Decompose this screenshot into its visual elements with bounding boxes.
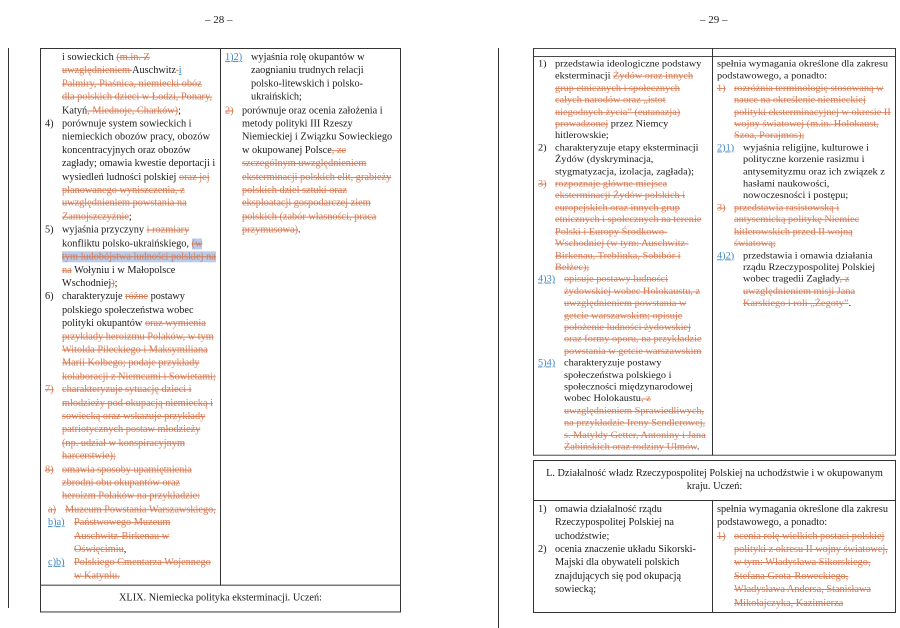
list-item-number: 1)	[538, 59, 547, 70]
list-item-text	[62, 224, 216, 290]
text-run: charakteryzuje	[62, 291, 126, 303]
list-item	[45, 290, 216, 383]
list-item-text	[62, 117, 216, 223]
list-item-number: a)	[48, 504, 56, 516]
list-item-number	[45, 51, 62, 117]
deleted-text: , z uwzględnieniem misji Jana Karskiego i roli „Żegoty”	[743, 274, 856, 309]
list-item	[225, 51, 396, 104]
list-item-number: 7)	[45, 384, 54, 396]
section-heading-xlix: XLIX. Niemiecka polityka eksterminacji. Uczeń:	[41, 585, 401, 611]
list-item-text	[734, 530, 891, 610]
text-run: wyjaśnia rolę okupantów w zaognianiu trudnych relacji polsko-litewskich i polsko-ukraińskich;	[251, 51, 365, 103]
list-item-text	[743, 142, 891, 202]
list-item-text	[555, 543, 708, 597]
section-l-col-basic	[534, 500, 713, 612]
list-item-number: b)a)	[48, 517, 65, 529]
deleted-text: charakteryzuje sytuację dzieci i młodzieży pod okupacją niemiecką i sowiecką	[62, 384, 213, 422]
table-header-spacer	[713, 48, 896, 56]
deleted-text: różne	[125, 291, 149, 303]
text-run: wyjaśnia przyczyny	[62, 224, 147, 236]
list-item	[538, 274, 708, 358]
deleted-text: oraz jej planowanego wyniszczenia, z uwzględnieniem powstania na Zamojszczyźnie	[62, 171, 210, 223]
text-run: Auschwitz	[132, 65, 177, 77]
deleted-text: Palmiry, Piaśnica, niemiecki obóz dla polskich dzieci w Łodzi, Ponary,	[62, 78, 213, 103]
left-col-extended	[221, 48, 401, 585]
text-run: i sowieckich	[62, 51, 117, 63]
list-item-number: 3)	[538, 179, 547, 189]
deleted-text: , Miednoje, Charków)	[87, 105, 179, 117]
list-item	[45, 556, 216, 583]
list-item	[45, 51, 216, 117]
list-item-number: c)b)	[48, 557, 65, 569]
section-l-col-extended	[713, 500, 896, 612]
deleted-text: (w tym ludobójstwa ludności polskiej na	[62, 238, 216, 263]
left-col-basic	[41, 48, 221, 585]
list-item-text	[62, 463, 216, 503]
list-item-number: 1)	[717, 530, 726, 542]
list-item	[717, 530, 891, 610]
list-item	[538, 142, 708, 178]
text-run: Wołyniu i w Małopolsce Wschodniej	[62, 264, 176, 289]
text-run: ocenia znaczenie układu Sikorski-Majski dla obywateli polskich znajdujących się pod okupacją sowiecką;	[555, 544, 696, 596]
text-run: konfliktu polsko-ukraińskiego,	[62, 238, 192, 250]
deleted-text: ocenia rolę wielkich postaci polskiej polityki z okresu II wojny światowej, w tym: Władysława Sikorskiego, Stefana Grota-Roweckiego, Władysława Andersa, Stanisława Mikołajczyka, Kazimierza	[734, 530, 888, 609]
deleted-text: oraz wskazuje przykłady patriotycznych postaw młodzieży (np. udział w konspiracyjnym harcerstwie);	[62, 411, 206, 462]
list-item-text	[65, 503, 216, 516]
deleted-text: na	[62, 264, 72, 276]
list-item-text	[734, 83, 891, 143]
text-run: przez Niemcy hitlerowskie;	[555, 119, 669, 142]
deleted-text: Państwowego Muzeum Auschwitz-Birkenau w Oświęcimiu	[74, 517, 171, 555]
text-run: postawy polskiego społeczeństwa wobec polityki okupantów	[62, 291, 194, 329]
list-item	[538, 59, 708, 143]
text-run: przedstawia i omawia działania rządu Rzeczypospolitej Polskiej wobec tragedii Zagłady	[743, 250, 876, 285]
list-item-text	[74, 556, 216, 583]
section-heading-l: L. Działalność władz Rzeczypospolitej Polskiej na uchodźstwie i w okupowanym kraju. Uczeń:	[534, 461, 896, 501]
list-item	[538, 503, 708, 543]
deleted-text: , z uwzględnieniem Sprawiedliwych, na przykładzie Ireny Sendlerowej, s. Matyldy Getter, Antoniny i Jana Żabińskich oraz rodziny Ulmów	[564, 394, 706, 453]
deleted-text: rozpoznaje główne miejsca eksterminacji Żydów polskich i europejskich oraz innych grup etnicznych i społecznych na terenie Polski i Europy Środkowo-Wschodniej (w tym: Auschwitz-Birkenau, Treblinka, Sobibór i Bełżec);	[555, 179, 702, 273]
list-item-text	[74, 516, 216, 556]
text-run: ,	[123, 544, 127, 555]
list-item-text	[555, 178, 708, 274]
list-item-text	[743, 250, 891, 310]
list-item-text	[555, 142, 708, 178]
list-item-text	[564, 274, 708, 358]
text-run: .	[298, 224, 301, 236]
text-run: omawia działalność rządu Rzeczypospolitej Polskiej na uchodźstwie;	[555, 503, 674, 542]
list-item-number: 4)	[45, 118, 54, 130]
list-item-text	[242, 104, 396, 237]
list-item	[45, 516, 216, 556]
list-item-text	[62, 51, 216, 117]
list-item-text	[555, 59, 708, 143]
list-item	[717, 142, 891, 202]
deleted-text: rozróżnia terminologię stosowaną w nauce na określenie niemieckiej polityki eksterminacyjnej w okresie II wojny światowej (m.in. Holokaust, Szoa, Porajmos);	[734, 83, 891, 142]
list-item-text	[251, 51, 396, 104]
list-item	[538, 178, 708, 274]
list-item	[717, 202, 891, 250]
list-item-number: 4)3)	[538, 274, 556, 285]
deleted-text: omawia sposoby upamiętnienia zbrodni obu okupantów oraz heroizm Polaków na przykładzie:	[62, 464, 201, 502]
right-page-table-top	[533, 48, 896, 456]
list-item-text	[62, 290, 216, 383]
right-col-extended	[713, 56, 896, 455]
list-item-number: 2)1)	[717, 143, 735, 154]
list-item	[717, 250, 891, 310]
list-item-number: 2)	[538, 544, 547, 556]
list-item	[45, 503, 216, 516]
page-number-left: – 28 –	[205, 14, 233, 26]
list-item-text	[62, 383, 216, 463]
deleted-text: Muzeum Powstania Warszawskiego,	[65, 504, 216, 516]
text-run: porównuje oraz ocenia założenia i metody polityki III Rzeszy Niemieckiej i Związku Sowieckiego w okupowanej Polsce	[242, 105, 393, 156]
inserted-text: i	[178, 65, 182, 77]
list-item-number: 6)	[45, 291, 54, 303]
list-item-text	[734, 202, 891, 250]
list-item	[45, 383, 216, 463]
list-item-number: 1)2)	[225, 51, 243, 63]
text-run: ;	[114, 278, 118, 289]
deleted-text: Żydów oraz innych grup etnicznych i społecznych całych narodów oraz „istot niegodnych życia” (eutanazja) prowadzonej	[555, 71, 694, 130]
text-run: .	[696, 442, 700, 453]
revision-bar	[8, 48, 9, 608]
deleted-text: opisuje postawy ludności żydowskiej wobec Holokaustu, z uwzględnieniem powstania w getcie warszawskim; opisuje położenie ludności żydowskiej oraz formy oporu, na przykładzie powstania w getcie warszawskim	[564, 274, 702, 357]
list-item	[45, 117, 216, 223]
table-header-spacer	[534, 48, 713, 56]
page-number-right: – 29 –	[700, 14, 728, 26]
list-item	[538, 358, 708, 454]
extended-intro: spełnia wymagania określone dla zakresu podstawowego, a ponadto:	[717, 503, 888, 529]
list-item	[225, 104, 396, 237]
list-item	[45, 463, 216, 503]
text-run: porównuje system sowieckich i niemieckich obozów pracy, obozów koncentracyjnych oraz obozów zagłady; omawia kwestie deportacji i wysiedleń ludności polskiej	[62, 118, 216, 183]
list-item-number: 3)	[717, 203, 726, 213]
list-item	[717, 83, 891, 143]
deleted-text: Polskiego Cmentarza Wojennego w Katyniu.	[74, 557, 211, 582]
text-run: charakteryzuje postawy społeczeństwa polskiego i społeczności międzynarodowej wobec Holokaustu	[564, 358, 693, 405]
right-col-basic	[534, 56, 713, 455]
list-item-number: 2)	[225, 105, 234, 117]
text-run: przedstawia ideologiczne podstawy eksterminacji	[555, 59, 702, 82]
right-page-table-bottom	[533, 460, 896, 613]
list-item-number: 1)	[717, 83, 726, 94]
text-run: Katyń	[62, 105, 88, 117]
list-item	[45, 224, 216, 290]
list-item-number: 8)	[45, 464, 54, 476]
deleted-text: )	[111, 278, 115, 289]
deleted-text: (m.in. Z uwzględnieniem	[62, 51, 150, 77]
list-item-number: 5)4)	[538, 358, 556, 369]
text-run: ;	[178, 105, 181, 117]
deleted-text: i rozmiary	[146, 224, 190, 236]
text-run: ;	[128, 211, 132, 223]
text-run: .	[848, 298, 852, 309]
list-item-text	[564, 358, 708, 454]
deleted-text: przedstawia rasistowską i antysemicką politykę Niemiec hitlerowskich przed II wojną światową;	[734, 203, 860, 249]
list-item-number: 2)	[538, 143, 547, 154]
list-item-number: 5)	[45, 224, 54, 236]
text-run: wyjaśnia religijne, kulturowe i polityczne korzenie rasizmu i antysemityzmu oraz ich związek z hasłami naukowości, nowoczesności i postępu;	[743, 143, 885, 201]
text-run: charakteryzuje etapy eksterminacji Żydów (dyskryminacja, stygmatyzacja, izolacja, zagłada);	[555, 143, 699, 178]
deleted-text: , ze szczególnym uwzględnieniem eksterminacji polskich elit, grabieży polskich dzieł sztuki oraz eksploatacji gospodarczej ziem polskich (zabór własności, praca przymusowa)	[242, 145, 392, 236]
list-item-number: 4)2)	[717, 250, 735, 261]
revision-bar	[498, 48, 499, 628]
list-item-text	[555, 503, 708, 543]
list-item	[538, 543, 708, 597]
extended-intro: spełnia wymagania określone dla zakresu podstawowego, a ponadto:	[717, 59, 888, 82]
deleted-text: oraz wymienia przykłady heroizmu Polaków, w tym Witolda Pileckiego i Maksymiliana Marii Kolbego; podaje przykłady kolaboracji z Niemcami i Sowietami;	[62, 317, 216, 383]
list-item-number: 1)	[538, 503, 547, 515]
left-page-table	[40, 48, 401, 612]
